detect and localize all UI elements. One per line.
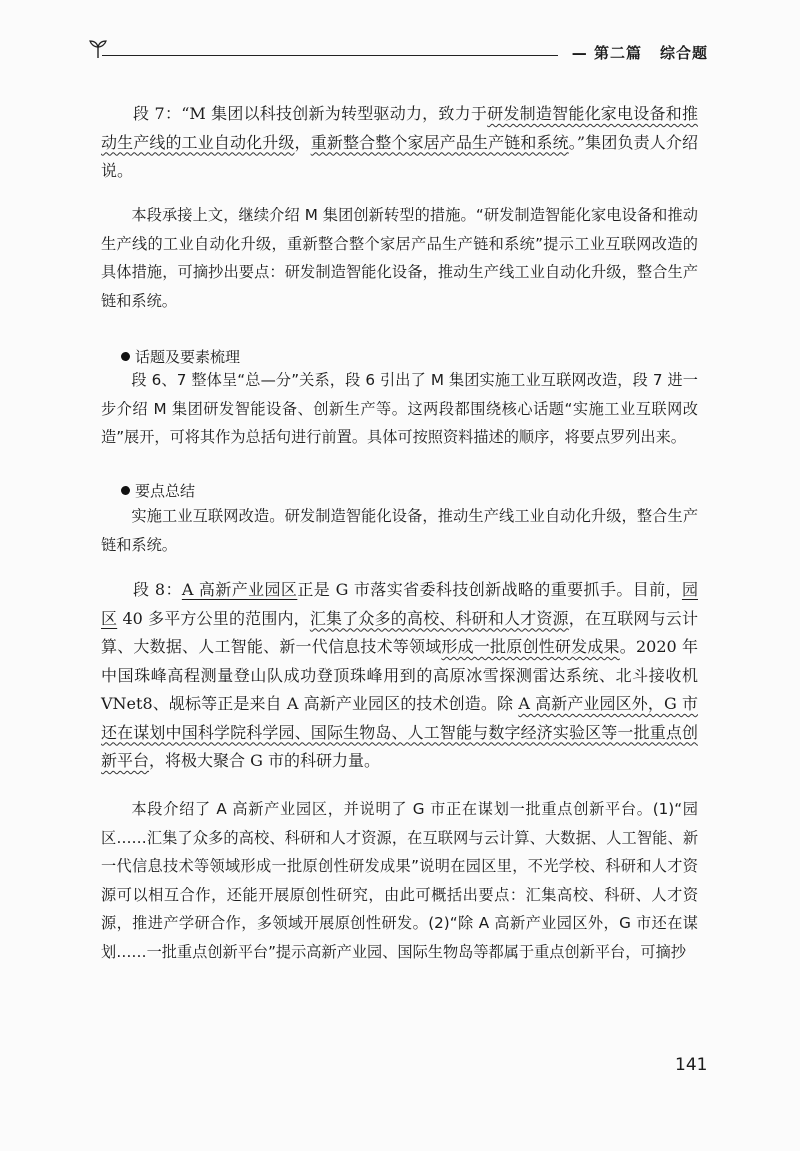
analysis-7: 本段承接上文，继续介绍 M 集团创新转型的措施。“研发制造智能化家电设备和推动生产线的工业自动化升级，重新整合整个家居产品生产链和系统”提示工业互联网改造的具体措施，可摘抄出要点：研发制造智能化设备，推动生产线工业自动化升级，整合生产链和系统。 <box>101 206 698 310</box>
analysis-6-7: 段 6、7 整体呈“总—分”关系，段 6 引出了 M 集团实施工业互联网改造，段 7 进一步介绍 M 集团研发智能设备、创新生产等。这两段都围绕核心话题“实施工业互联网改造”展开，可将其作为总括句进行前置。具体可按照资料描述的顺序，将要点罗列出来。 <box>101 371 698 446</box>
underlined-phrase: 重新整合整个家居产品生产链和系统 <box>310 132 569 152</box>
underlined-phrase: 园区 <box>101 580 698 628</box>
underlined-phrase: 汇集了众多的高校、科研和人才资源 <box>309 608 569 628</box>
underlined-phrase: A 高新产业园区外，G 市还在谋划中国科学院科学园、国际生物岛、人工智能与数字经济实验区等一批重点创新平台 <box>101 694 698 770</box>
analysis-8: 本段介绍了 A 高新产业园区，并说明了 G 市正在谋划一批重点创新平台。(1)“园区……汇集了众多的高校、科研和人才资源，在互联网与云计算、大数据、人工智能、新一代信息技术等领域形成一批原创性研发成果”说明在园区里，不光学校、科研和人才资源可以相互合作，还能开展原创性研究，由此可概括出要点：汇集高校、科研、人才资源，推进产学研合作，多领域开展原创性研发。(2)“除 A 高新产业园区外，G 市还在谋划……一批重点创新平台”提示高新产业园、国际生物岛等都属于重点创新平台，可摘抄 <box>101 800 698 961</box>
sprout-icon <box>88 38 108 60</box>
header-title: — 第二篇 综合题 <box>571 44 708 62</box>
bullet-icon <box>121 352 130 361</box>
heading-summary: 要点总结 <box>121 480 195 502</box>
underlined-phrase: A 高新产业园区 <box>181 580 298 599</box>
summary-text: 实施工业互联网改造。研发制造智能化设备，推动生产线工业自动化升级，整合生产链和系统。 <box>101 507 698 554</box>
header-rule <box>102 55 558 56</box>
bullet-icon <box>121 486 130 495</box>
page-number: 141 <box>675 1055 708 1075</box>
underlined-phrase: 形成一批原创性研发成果 <box>441 637 620 656</box>
section-name: 第二篇 <box>593 44 642 62</box>
paragraph-8: 段 8：A 高新产业园区正是 G 市落实省委科技创新战略的重要抓手。目前，园区 40 多平方公里的范围内，汇集了众多的高校、科研和人才资源，在互联网与云计算、大数据、人工智能、新一代信息技术等领域形成一批原创性研发成果。2020 年中国珠峰高程测量登山队成功登顶珠峰用到的高原冰雪探测雷达系统、北斗接收机 VNet8、觇标等正是来自 A 高新产业园区的技术创造。除 A 高新产业园区外，G 市还在谋划中国科学院科学园、国际生物岛、人工智能与数字经济实验区等一批重点创新平台，将极大聚合 G 市的科研力量。 <box>101 580 698 770</box>
paragraph-7: 段 7：“M 集团以科技创新为转型驱动力，致力于研发制造智能化家电设备和推动生产线的工业自动化升级，重新整合整个家居产品生产链和系统。”集团负责人介绍说。 <box>101 104 698 180</box>
heading-topic: 话题及要素梳理 <box>121 346 240 368</box>
underlined-phrase: 研发制造智能化家电设备和推动生产线的工业自动化升级 <box>101 104 698 152</box>
chapter-name: 综合题 <box>659 44 708 62</box>
running-header <box>88 38 708 68</box>
